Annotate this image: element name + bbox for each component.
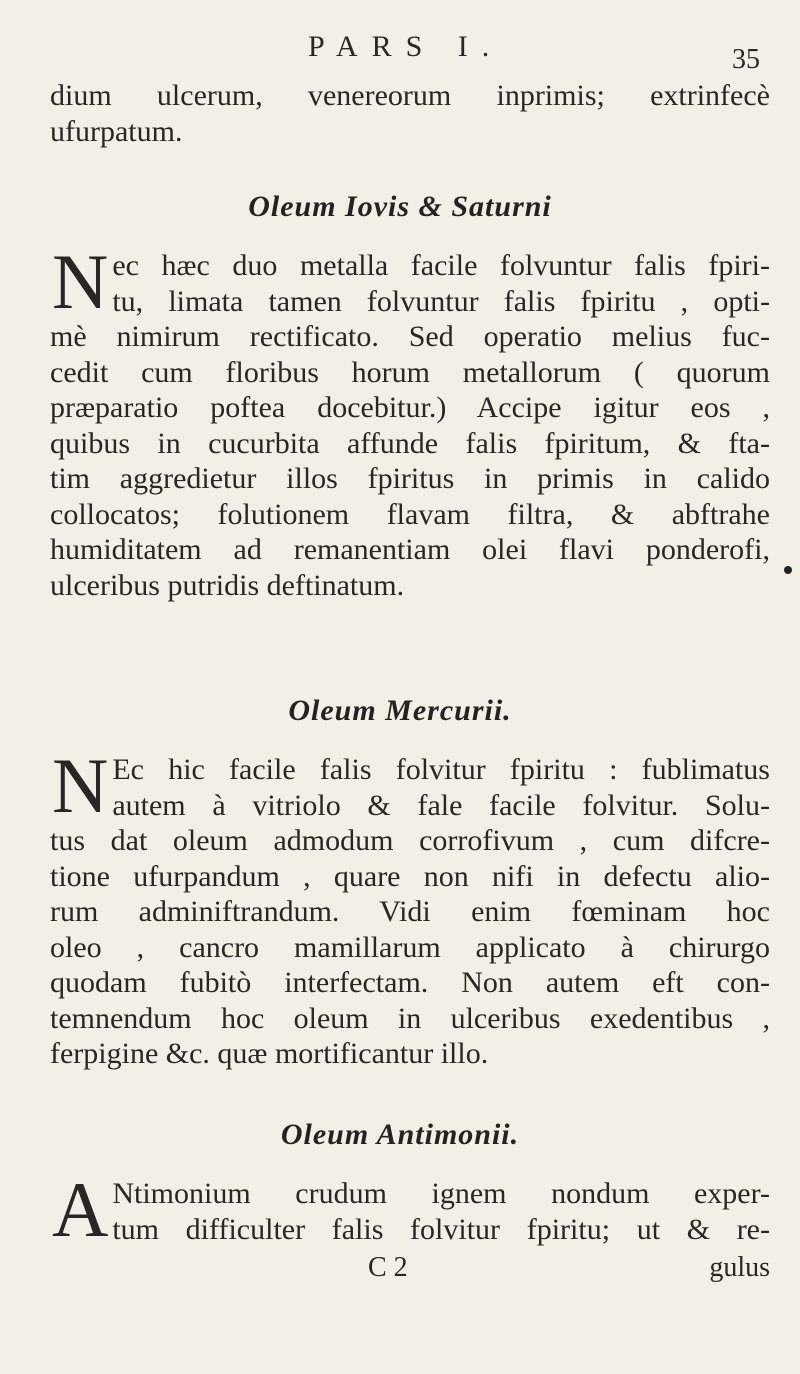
text-line: collocatos; folutionem flavam filtra, & abftrahe	[50, 497, 770, 531]
text-line: Ntimonium crudum ignem nondum exper-	[112, 1177, 770, 1210]
text-line: quodam fubitò interfectam. Non autem eft con-	[50, 966, 770, 999]
signature-mark: C 2	[368, 1252, 408, 1283]
section-paragraph	[50, 742, 770, 1072]
text-line: quibus in cucurbita affunde falis fpiritum, & fta-	[50, 426, 770, 460]
page-header	[0, 30, 800, 75]
text-line: ufurpatum.	[50, 114, 183, 148]
section-paragraph	[50, 1166, 770, 1253]
text-line: Ec hic facile falis folvitur fpiritu : fublimatus	[112, 753, 770, 786]
drop-cap: N	[52, 238, 109, 325]
text-line: tu, limata tamen folvuntur falis fpiritu , opti-	[112, 284, 770, 318]
section-paragraph	[50, 238, 770, 603]
drop-cap: A	[52, 1166, 109, 1253]
text-line: temnendum hoc oleum in ulceribus exedentibus ,	[50, 1001, 770, 1035]
text-line: humiditatem ad remanentiam olei flavi ponderofi,	[50, 533, 770, 566]
text-line: oleo , cancro mamillarum applicato à chirurgo	[50, 930, 770, 964]
text-line: dium ulcerum, venereorum inprimis; extrinfecè	[50, 79, 770, 112]
text-line: præparatio poftea docebitur.) Accipe igitur eos ,	[50, 391, 770, 424]
intro-paragraph	[50, 78, 770, 149]
drop-cap: N	[52, 742, 109, 829]
running-head: PARS I.	[308, 30, 504, 63]
text-line: tim aggredietur illos fpiritus in primis in calido	[50, 462, 770, 495]
catchword: gulus	[709, 1252, 770, 1283]
text-line: mè nimirum rectificato. Sed operatio melius fuc-	[50, 320, 770, 353]
text-line: ulceribus putridis deftinatum.	[50, 568, 405, 602]
text-line: tione ufurpandum , quare non nifi in defectu alio-	[50, 859, 770, 893]
margin-ink-dot	[784, 566, 792, 574]
text-line: rum adminiftrandum. Vidi enim fœminam hoc	[50, 895, 770, 928]
text-line: tum difficulter falis folvitur fpiritu; ut & re-	[112, 1212, 770, 1246]
page-footer	[50, 1252, 770, 1288]
section-heading: Oleum Iovis & Saturni	[248, 190, 552, 223]
text-line: ec hæc duo metalla facile folvuntur falis fpiri-	[112, 249, 770, 282]
text-line: autem à vitriolo & fale facile folvitur. Solu-	[112, 788, 770, 822]
section-heading: Oleum Mercurii.	[288, 694, 512, 727]
text-line: tus dat oleum admodum corrofivum , cum difcre-	[50, 824, 770, 857]
page-number: 35	[732, 44, 760, 75]
text-line: ferpigine &c. quæ mortificantur illo.	[50, 1037, 489, 1070]
section-heading: Oleum Antimonii.	[280, 1118, 520, 1151]
text-line: cedit cum floribus horum metallorum ( quorum	[50, 355, 770, 389]
